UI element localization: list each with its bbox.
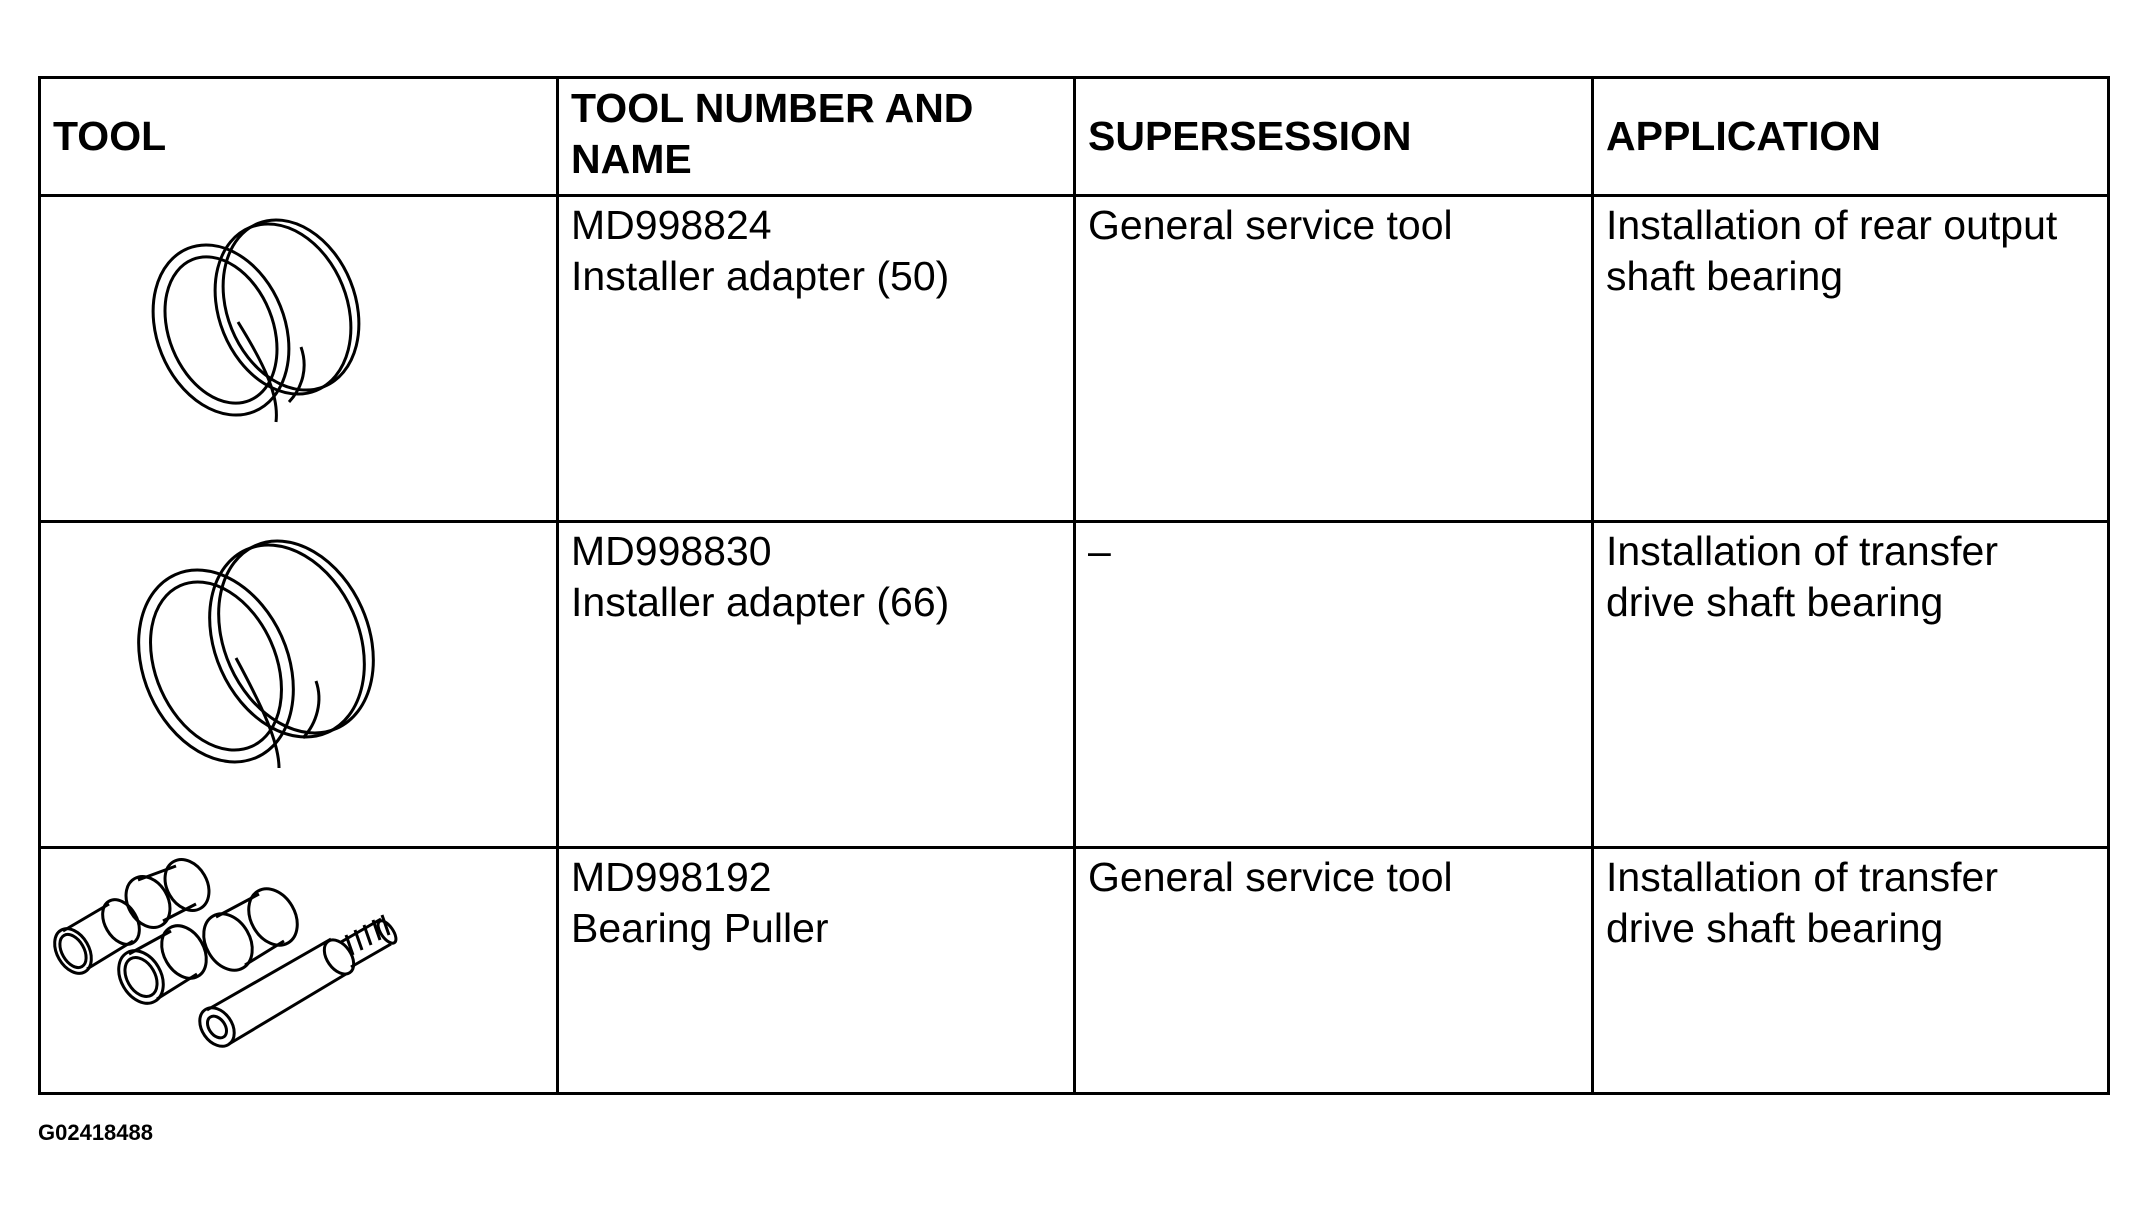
header-supersession: SUPERSESSION	[1075, 78, 1593, 196]
table-row	[40, 848, 2109, 1094]
supersession-cell	[1075, 196, 1593, 522]
supersession-text: –	[1088, 528, 1111, 574]
table-row	[40, 196, 2109, 522]
tool-number: MD998824	[571, 202, 772, 248]
installer-adapter-66-icon	[41, 523, 559, 849]
installer-adapter-50-icon	[41, 197, 559, 523]
application-line: Installation of transfer	[1606, 854, 1998, 900]
tool-image-cell	[40, 196, 558, 522]
tool-number: MD998192	[571, 854, 772, 900]
table-row	[40, 522, 2109, 848]
supersession-cell	[1075, 848, 1593, 1094]
tool-image-cell	[40, 848, 558, 1094]
application-cell	[1593, 196, 2109, 522]
tool-number: MD998830	[571, 528, 772, 574]
bearing-puller-icon	[41, 849, 559, 1095]
figure-id: G02418488	[38, 1120, 153, 1145]
supersession-text: General service tool	[1088, 202, 1453, 248]
tool-number-and-name-cell	[558, 522, 1075, 848]
tool-number-and-name-cell	[558, 196, 1075, 522]
application-line: drive shaft bearing	[1606, 905, 1944, 951]
application-line: drive shaft bearing	[1606, 579, 1944, 625]
application-line: Installation of transfer	[1606, 528, 1998, 574]
special-tools-table	[38, 76, 2110, 1095]
application-cell	[1593, 848, 2109, 1094]
tool-name: Installer adapter (66)	[571, 579, 950, 625]
tool-name: Bearing Puller	[571, 905, 829, 951]
application-line: Installation of rear output	[1606, 202, 2058, 248]
application-cell	[1593, 522, 2109, 848]
tool-name: Installer adapter (50)	[571, 253, 950, 299]
header-tool: TOOL	[40, 78, 558, 196]
tool-image-cell	[40, 522, 558, 848]
header-tool-number-and-name: TOOL NUMBER AND NAME	[558, 78, 1075, 196]
header-application: APPLICATION	[1593, 78, 2109, 196]
tool-number-and-name-cell	[558, 848, 1075, 1094]
table-header-row	[40, 78, 2109, 196]
supersession-cell	[1075, 522, 1593, 848]
application-line: shaft bearing	[1606, 253, 1844, 299]
supersession-text: General service tool	[1088, 854, 1453, 900]
